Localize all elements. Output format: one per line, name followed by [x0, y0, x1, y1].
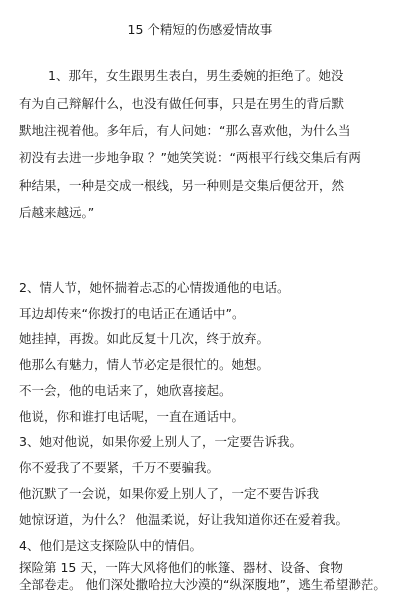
- story-2-line: 2、情人节，她怀揣着忐忑的心情拨通他的电话。: [19, 280, 290, 295]
- story-2-line: 她挂掉，再拨。如此反复十几次，终于放弃。: [19, 331, 270, 346]
- story-3-line: 他沉默了一会说，如果你爱上别人了，一定不要告诉我: [19, 486, 320, 501]
- story-4-line: 全部卷走。 他们深处撒哈拉大沙漠的“纵深腹地”，逃生希望渺茫。: [19, 577, 386, 592]
- story-4-line: 4、他们是这支探险队中的情侣。: [19, 538, 202, 553]
- story-2-line: 不一会，他的电话来了，她欣喜接起。: [19, 383, 232, 398]
- story-1-line: 默地注视着他。多年后，有人问她：“那么喜欢他，为什么当: [19, 123, 351, 138]
- document-title: 15 个精短的伤感爱情故事: [127, 22, 273, 37]
- story-1-line: 1、那年，女生跟男生表白，男生委婉的拒绝了。她没: [48, 68, 344, 83]
- story-1-line: 初没有去进一步地争取 ？”她笑笑说：“两根平行线交集后有两: [19, 150, 361, 165]
- story-1-line: 种结果，一种是交成一根线，另一种则是交集后便岔开，然: [19, 178, 345, 193]
- story-4-line: 探险第 15 天，一阵大风将他们的帐篷、器材、设备、食物: [19, 560, 343, 575]
- story-3-line: 她惊讶道，为什么？ 他温柔说，好让我知道你还在爱着我。: [19, 512, 348, 527]
- story-1-line: 有为自己辩解什么，也没有做任何事，只是在男生的背后默: [19, 96, 345, 111]
- story-2-line: 他那么有魅力，情人节必定是很忙的。她想。: [19, 357, 270, 372]
- story-3-line: 你不爱我了不要紧，千万不要骗我。: [19, 460, 220, 475]
- story-2-line: 他说，你和谁打电话呢，一直在通话中。: [19, 409, 245, 424]
- story-2-line: 耳边却传来“你拨打的电话正在通话中”。: [19, 306, 245, 321]
- story-3-line: 3、她对他说，如果你爱上别人了，一定要告诉我。: [19, 434, 302, 449]
- story-1-line: 后越来越远。”: [19, 205, 95, 220]
